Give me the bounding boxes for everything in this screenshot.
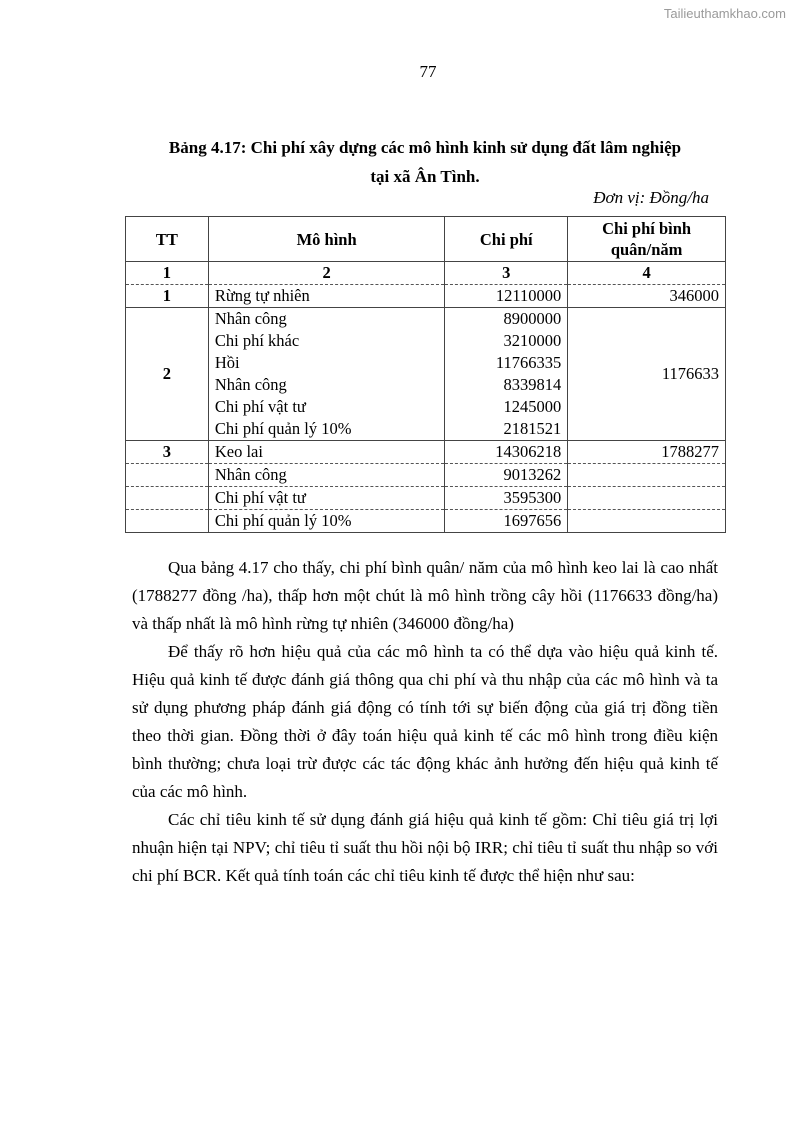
paragraph: Để thấy rõ hơn hiệu quả của các mô hình ta có thể dựa vào hiệu quả kinh tế. Hiệu quả kinh tế được đánh giá thông qua chi phí và thu nhập của các mô hình và ta sử dụng phương pháp đánh giá động có tính tới sự biến động của giá trị đồng tiền theo thời gian. Đồng thời ở đây toán hiệu quả kinh tế các mô hình trong điều kiện bình thường; chưa loại trừ được các tác động khác ảnh hưởng đến hiệu quả kinh tế của các mô hình. [132,642,718,801]
row-model: Chi phí vật tư [208,487,444,510]
row-average: 1788277 [568,441,726,464]
row-average-empty [568,487,726,510]
watermark: Tailieuthamkhao.com [663,6,786,21]
row-model: Nhân công [208,308,444,331]
table-row [126,464,726,487]
row-cost: 12110000 [445,285,568,308]
row-average-empty [568,510,726,533]
row-average: 346000 [568,285,726,308]
paragraph: Qua bảng 4.17 cho thấy, chi phí bình quân/ năm của mô hình keo lai là cao nhất (1788277 đồng /ha), thấp hơn một chút là mô hình trồng cây hồi (1176633 đồng/ha) và thấp nhất là mô hình rừng tự nhiên (346000 đồng/ha) [132,558,718,633]
row-cost: 9013262 [445,464,568,487]
table-row [126,441,726,464]
index-cell: 3 [445,262,568,285]
row-cost: 3210000 [445,330,568,352]
row-model: Nhân công [208,464,444,487]
row-cost: 14306218 [445,441,568,464]
row-model: Nhân công [208,374,444,396]
table-unit: Đơn vị: Đồng/ha [593,188,709,207]
row-model: Chi phí quản lý 10% [208,418,444,441]
index-cell: 2 [208,262,444,285]
row-model: Chi phí vật tư [208,396,444,418]
row-cost: 3595300 [445,487,568,510]
row-average-empty [568,464,726,487]
row-tt: 3 [126,441,209,464]
row-average: 1176633 [568,308,726,441]
table-index-row [126,262,726,285]
row-model: Keo lai [208,441,444,464]
index-cell: 4 [568,262,726,285]
table-row [126,308,726,331]
row-cost: 11766335 [445,352,568,374]
row-tt-empty [126,464,209,487]
header-model: Mô hình [208,217,444,262]
table-title [125,133,725,191]
header-cost: Chi phí [445,217,568,262]
header-average-cost: Chi phí bình quân/năm [568,217,726,262]
row-tt-empty [126,487,209,510]
row-cost: 8900000 [445,308,568,331]
row-model: Chi phí khác [208,330,444,352]
cost-table [125,216,726,533]
row-model: Rừng tự nhiên [208,285,444,308]
row-tt: 2 [126,308,209,441]
table-title-line-1: Bảng 4.17: Chi phí xây dựng các mô hình kinh sử dụng đất lâm nghiệp [168,138,682,157]
page-number: 77 [419,62,437,81]
table-header-row [126,217,726,262]
table-title-line-2: tại xã Ân Tình. [370,167,480,186]
row-cost: 2181521 [445,418,568,441]
table-row [126,487,726,510]
row-cost: 8339814 [445,374,568,396]
table-row [126,510,726,533]
paragraph: Các chỉ tiêu kinh tế sử dụng đánh giá hiệu quả kinh tế gồm: Chỉ tiêu giá trị lợi nhuận hiện tại NPV; chỉ tiêu tỉ suất thu hồi nội bộ IRR; chỉ tiêu tỉ suất thu nhập so với chi phí BCR. Kết quả tính toán các chỉ tiêu kinh tế được thể hiện như sau: [132,810,718,885]
header-tt: TT [126,217,209,262]
index-cell: 1 [126,262,209,285]
body-text [132,554,718,890]
row-tt-empty [126,510,209,533]
row-cost: 1245000 [445,396,568,418]
row-tt: 1 [126,285,209,308]
table-row [126,285,726,308]
row-cost: 1697656 [445,510,568,533]
row-model: Chi phí quản lý 10% [208,510,444,533]
row-model: Hồi [208,352,444,374]
